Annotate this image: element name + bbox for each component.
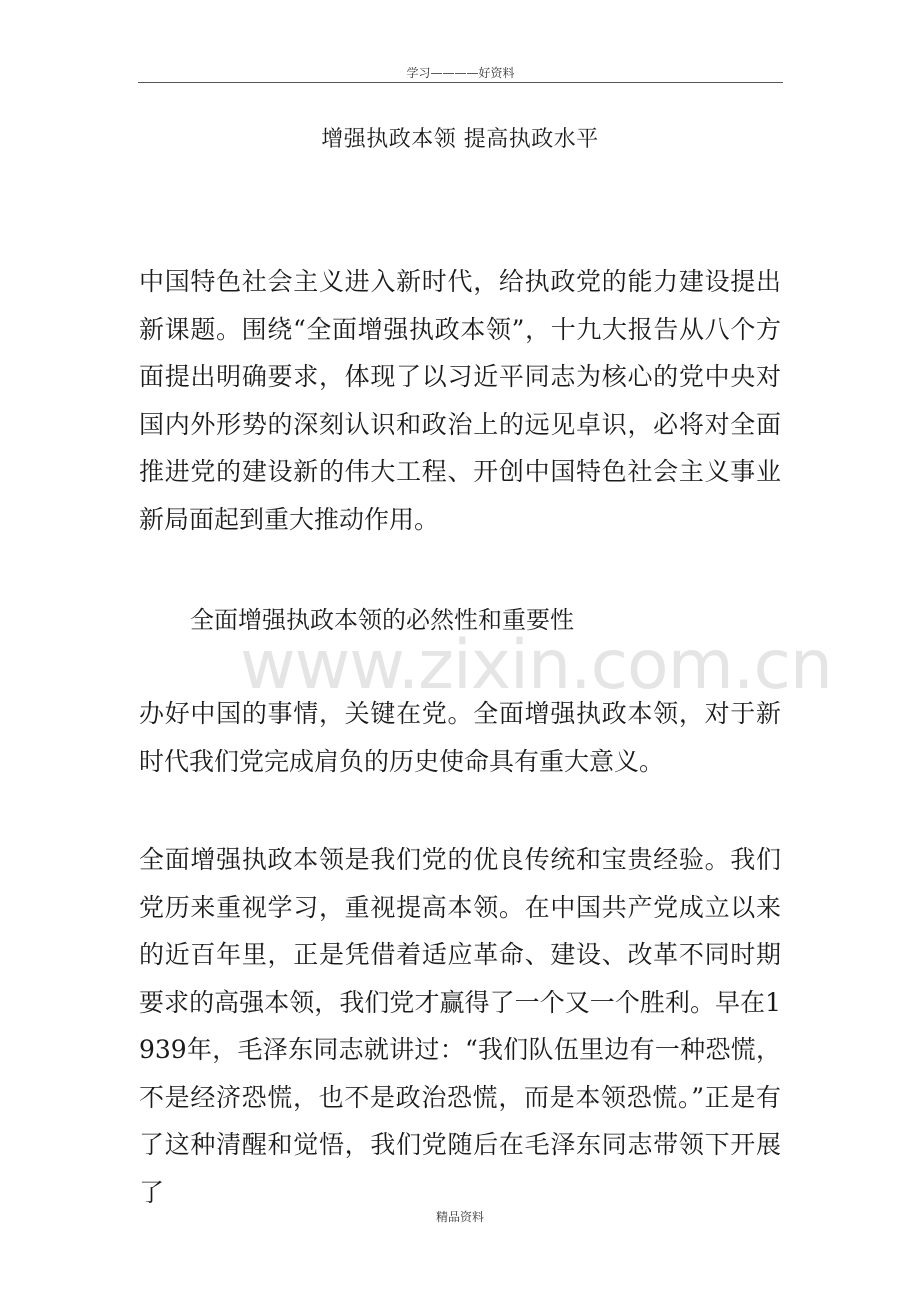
paragraph-intro: 中国特色社会主义进入新时代，给执政党的能力建设提出新课题。围绕“全面增强执政本领”，十九大报告从八个方面提出明确要求，体现了以习近平同志为核心的党中央对国内外形势的深刻认识和政治上的远见卓识，必将对全面推进党的建设新的伟大工程、开创中国特色社会主义事业新局面起到重大推动作用。 — [139, 267, 781, 534]
page-header — [138, 58, 783, 83]
paragraph-tradition: 全面增强执政本领是我们党的优良传统和宝贵经验。我们党历来重视学习，重视提高本领。在中国共产党成立以来的近百年里，正是凭借着适应革命、建设、改革不同时期要求的高强本领，我们党才赢得了一个又一个胜利。早在1939年，毛泽东同志就讲过：“我们队伍里边有一种恐慌，不是经济恐慌，也不是政治恐慌，而是本领恐慌。”正是有了这种清醒和觉悟，我们党随后在毛泽东同志带领下开展了 — [139, 845, 781, 1207]
document-title: 增强执政本领 提高执政水平 — [321, 127, 599, 152]
header-text: 学习————好资料 — [406, 66, 515, 80]
section-heading: 全面增强执政本领的必然性和重要性 — [190, 606, 574, 634]
page-footer: 精品资料 — [435, 1210, 484, 1224]
watermark: www.zixin.com.cn — [240, 626, 832, 705]
paragraph-key: 办好中国的事情，关键在党。全面增强执政本领，对于新时代我们党完成肩负的历史使命具有重大意义。 — [139, 699, 781, 776]
